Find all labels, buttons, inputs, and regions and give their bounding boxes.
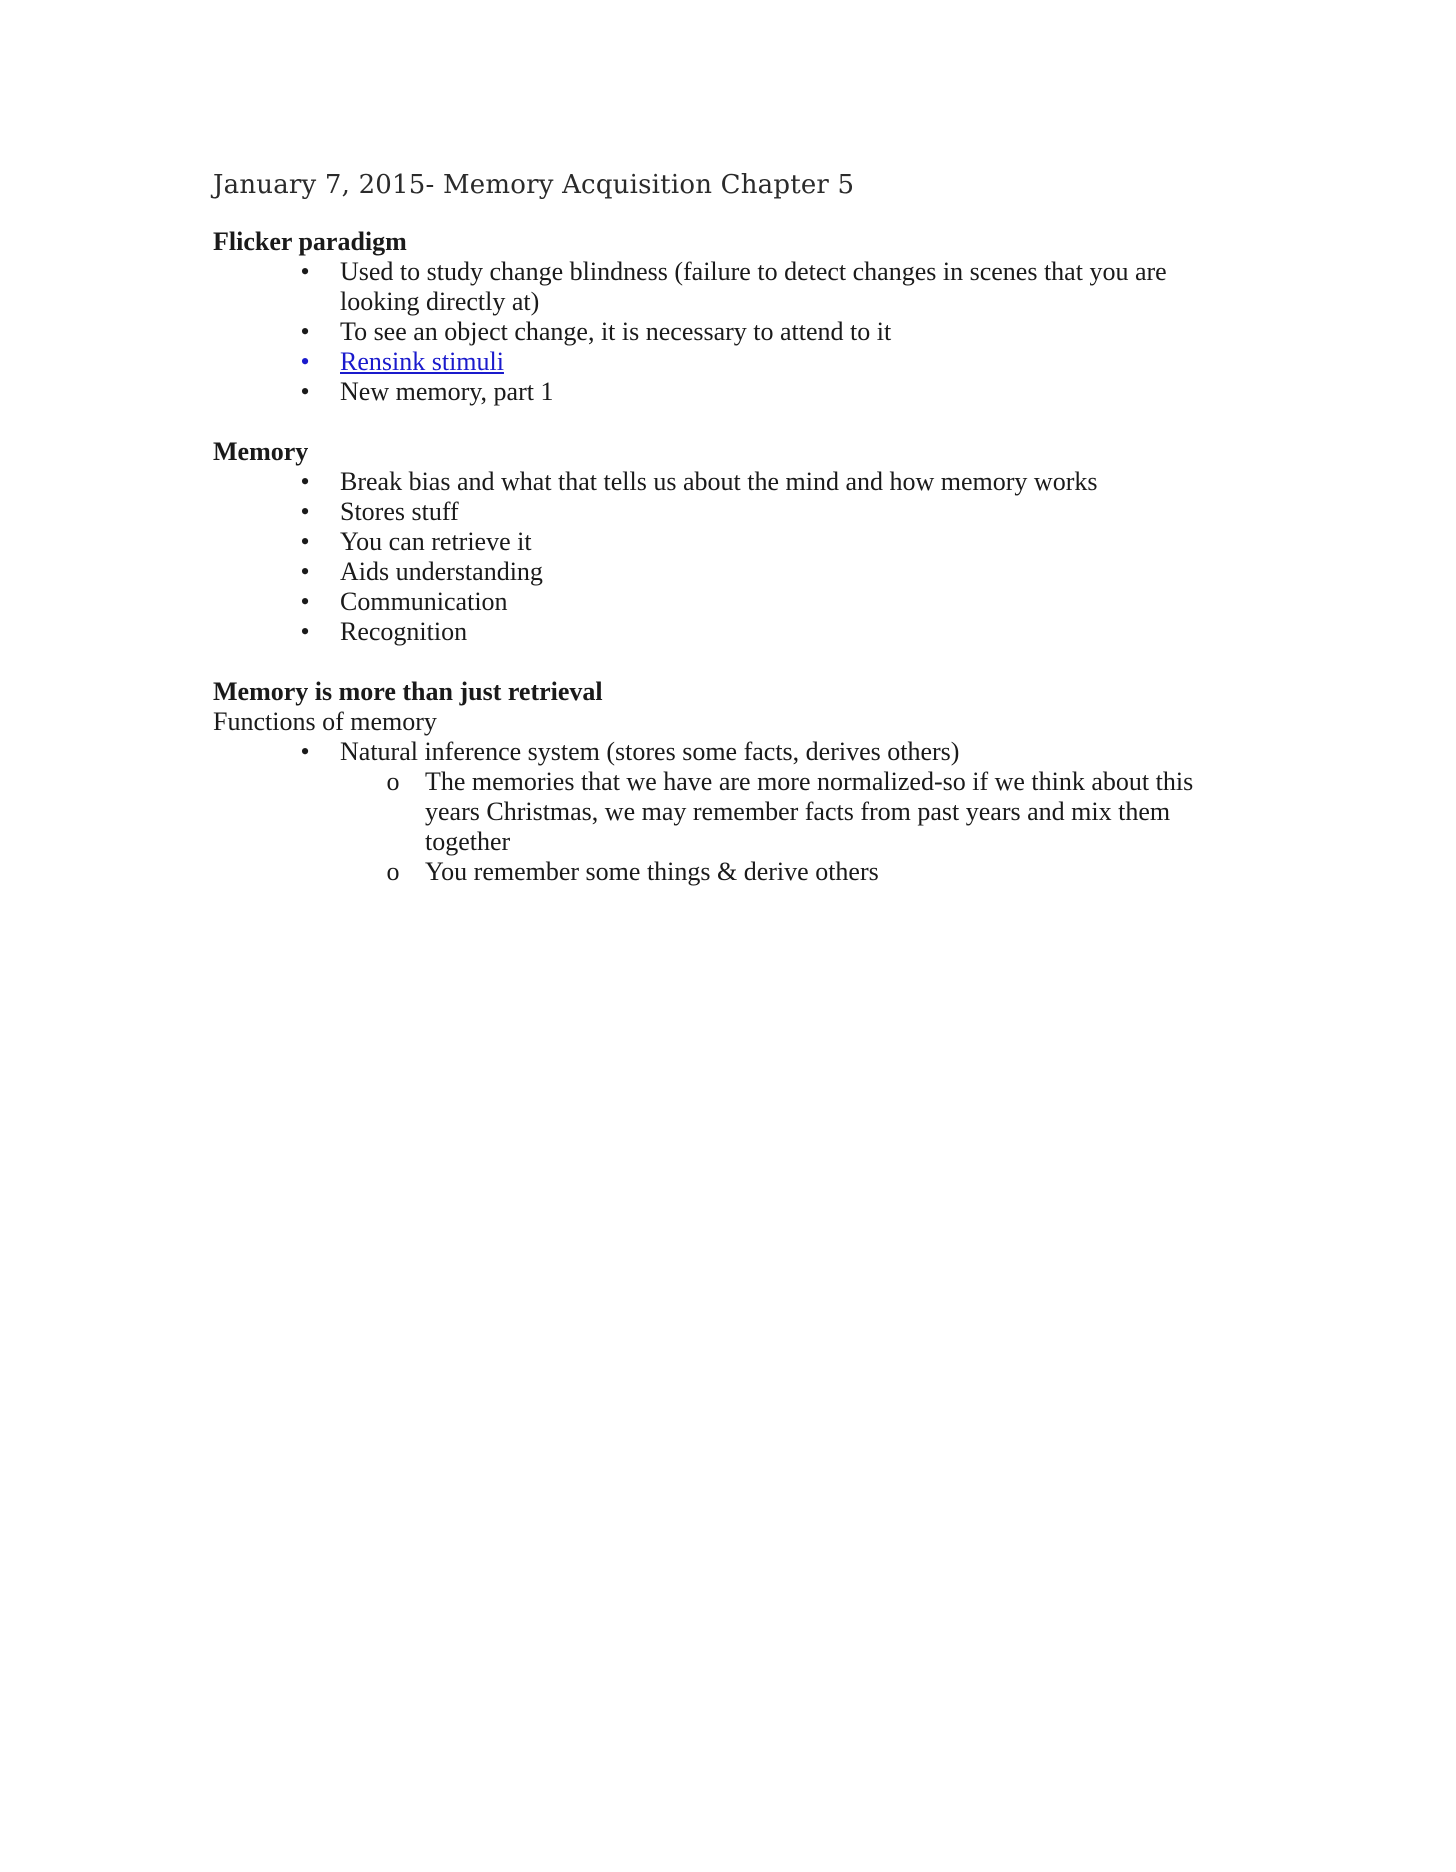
bullet-marker: •: [300, 587, 310, 616]
section-subheading: Functions of memory: [213, 707, 437, 736]
document-title: January 7, 2015- Memory Acquisition Chapter 5: [213, 170, 855, 200]
list-item: [295, 617, 1195, 647]
list-item-text: Aids understanding: [340, 557, 543, 586]
sub-list-item-text: The memories that we have are more normalized-so if we think about this years Christmas, we may remember facts from past years and mix them together: [425, 767, 1194, 856]
bullet-marker: •: [300, 497, 310, 526]
section-heading-memory-more-than-retrieval: Memory is more than just retrieval: [213, 677, 603, 706]
bullet-marker: •: [300, 617, 310, 646]
list-item-text: New memory, part 1: [340, 377, 554, 406]
bullet-marker: •: [300, 737, 310, 766]
list-item: [295, 737, 1195, 767]
list-item-text: Used to study change blindness (failure to detect changes in scenes that you are looking directly at): [340, 257, 1167, 316]
list-item: [295, 557, 1195, 587]
bullet-marker: •: [300, 257, 310, 286]
list-item: [295, 467, 1195, 497]
bullet-marker: •: [300, 557, 310, 586]
sub-bullet-marker: o: [386, 767, 400, 796]
list-item: [295, 587, 1195, 617]
list-item-text: Stores stuff: [340, 497, 459, 526]
list-item-text: Communication: [340, 587, 508, 616]
section-heading-memory: Memory: [213, 437, 309, 466]
bullet-marker: •: [300, 467, 310, 496]
sub-list-item-text: You remember some things & derive others: [425, 857, 879, 886]
rensink-stimuli-link[interactable]: Rensink stimuli: [340, 347, 504, 376]
list-item: [295, 497, 1195, 527]
list-item: [295, 317, 1195, 347]
list-item: [295, 377, 1195, 407]
bullet-marker: •: [300, 377, 310, 406]
list-item: [295, 257, 1195, 317]
list-item: [295, 527, 1195, 557]
sub-list-item: [383, 857, 1243, 887]
sub-bullet-marker: o: [386, 857, 400, 886]
list-item-link: [295, 347, 1195, 377]
sub-list-item: [383, 767, 1243, 857]
list-item-text: Natural inference system (stores some facts, derives others): [340, 737, 960, 766]
list-item-text: Recognition: [340, 617, 468, 646]
list-item-text: Break bias and what that tells us about the mind and how memory works: [340, 467, 1098, 496]
bullet-marker: •: [300, 527, 310, 556]
bullet-marker: •: [300, 347, 310, 376]
list-item-text: You can retrieve it: [340, 527, 532, 556]
section-heading-flicker-paradigm: Flicker paradigm: [213, 227, 407, 256]
bullet-marker: •: [300, 317, 310, 346]
list-item-text: To see an object change, it is necessary to attend to it: [340, 317, 892, 346]
